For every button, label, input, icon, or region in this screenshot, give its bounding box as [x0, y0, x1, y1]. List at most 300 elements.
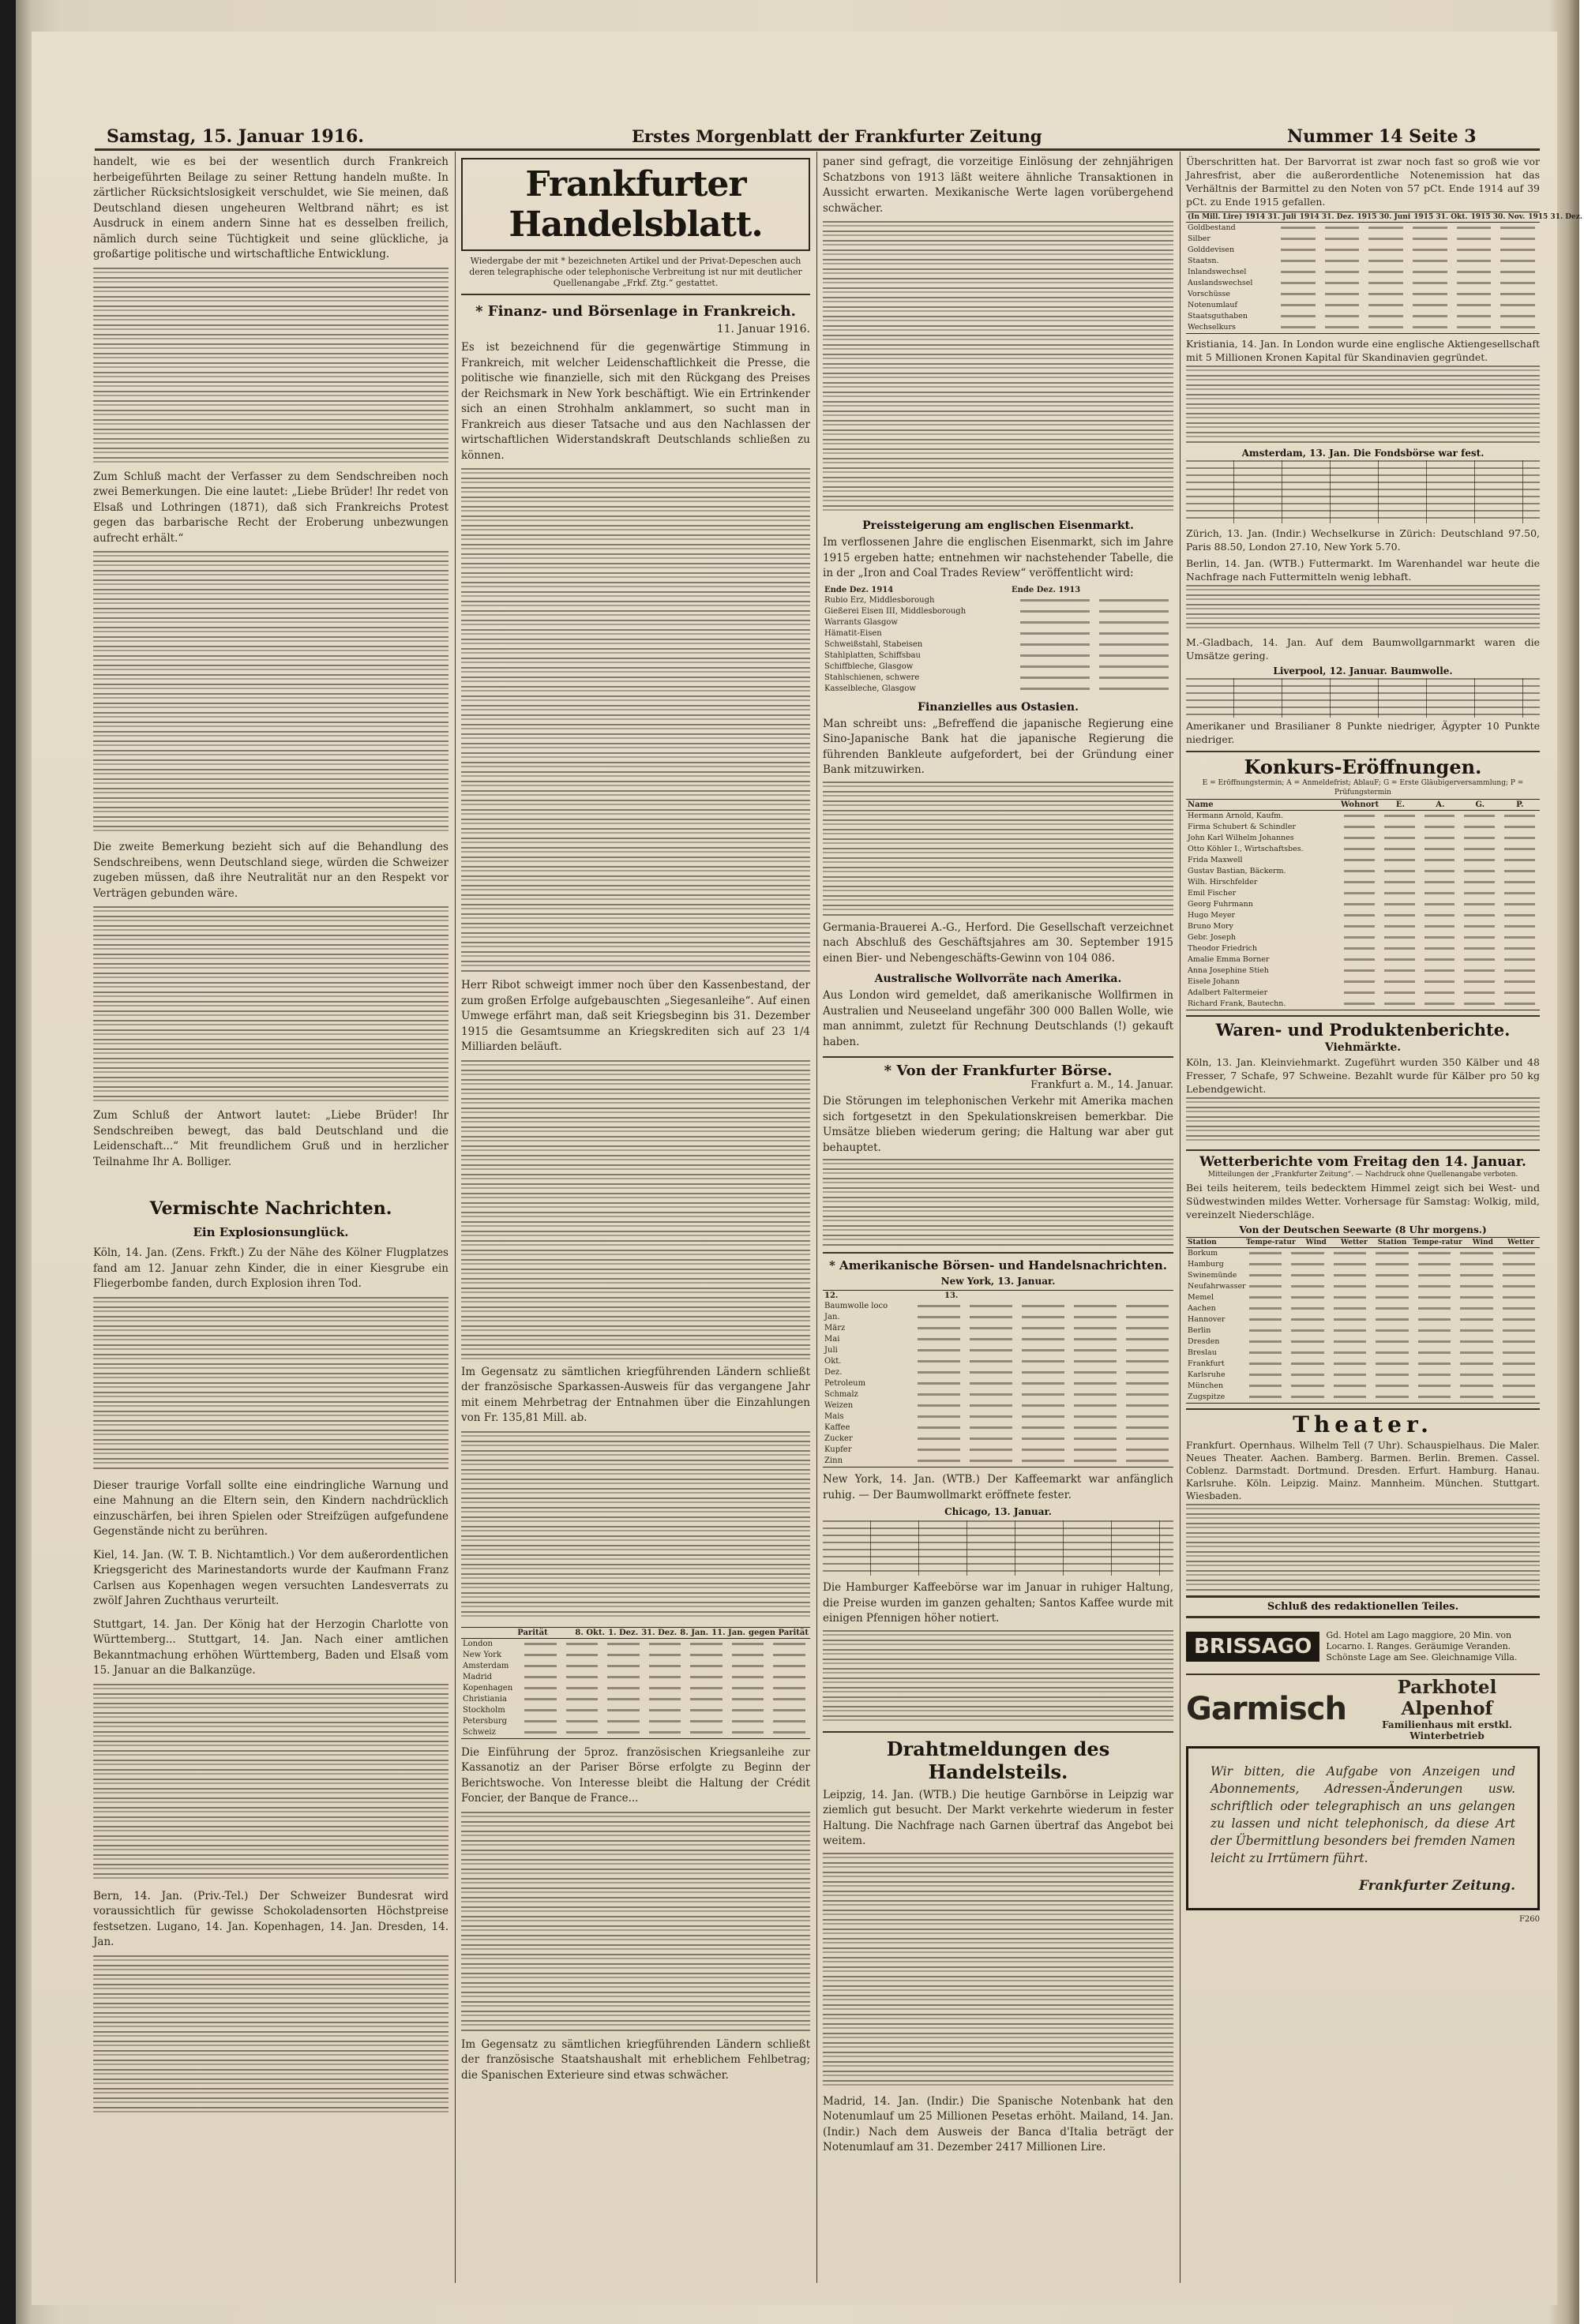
col4-rule-6 — [1186, 1616, 1540, 1618]
table-cell — [1074, 1393, 1117, 1396]
table-cell — [1368, 227, 1403, 229]
table-cell — [1424, 870, 1455, 872]
table-cell — [1334, 1396, 1366, 1398]
table-row — [461, 1727, 810, 1738]
table-cell — [1126, 1360, 1169, 1363]
table-row — [823, 1378, 1173, 1389]
table-cell — [970, 1371, 1012, 1374]
table-cell — [1384, 815, 1415, 817]
table-cell — [918, 1426, 960, 1429]
table-row — [461, 1694, 810, 1705]
seewarte-heading: Von der Deutschen Seewarte (8 Uhr morgens.) — [1239, 1224, 1487, 1235]
table-cell — [1022, 1449, 1064, 1451]
table-header-cell: 1. Dez. — [608, 1628, 639, 1637]
table-row — [461, 1716, 810, 1727]
table-cell — [1504, 881, 1535, 883]
table-cell — [1418, 1351, 1451, 1354]
table-row-label: Kasselbleche, Glasgow — [824, 684, 916, 693]
table-cell — [1418, 1329, 1451, 1332]
table-cell — [1460, 1296, 1492, 1299]
table-row — [823, 1456, 1173, 1467]
header-rule — [95, 148, 1540, 151]
table-cell — [1074, 1449, 1117, 1451]
exchange-rate-table — [461, 1627, 810, 1739]
table-cell — [970, 1327, 1012, 1329]
table-cell — [1464, 892, 1495, 894]
table-cell — [1291, 1363, 1323, 1365]
table-cell — [918, 1360, 960, 1363]
table-row-label: Schmalz — [824, 1390, 858, 1399]
col3-paragraph-7: Die Hamburger Kaffeebörse war im Januar in ruhiger Haltung, die Preise wurden im ganzen gehalten; Santos Kaffee wurde mit einigen Pfennigen höher notiert. — [823, 1581, 1173, 1625]
table-row-label: Hamburg — [1188, 1260, 1224, 1269]
table-header-cell: Tempe-ratur — [1413, 1239, 1462, 1246]
table-cell — [1464, 980, 1495, 983]
table-row-label: Wilh. Hirschfelder — [1188, 878, 1258, 886]
table-cell — [1291, 1329, 1323, 1332]
table-row — [823, 595, 1173, 606]
table-cell — [1503, 1385, 1535, 1387]
table-cell — [1074, 1415, 1117, 1418]
table-cell — [1325, 304, 1360, 306]
table-cell — [970, 1360, 1012, 1363]
table-cell — [918, 1327, 960, 1329]
table-cell — [1418, 1274, 1451, 1276]
wetter-subheading: Mitteilungen der „Frankfurter Zeitung“. — Nachdruck ohne Quellenangabe verboten. — [1207, 1171, 1518, 1179]
table-cell — [1344, 991, 1375, 994]
table-cell — [1334, 1340, 1366, 1343]
table-cell — [1424, 969, 1455, 972]
table-cell — [773, 1720, 805, 1722]
table-cell — [1500, 271, 1535, 273]
table-cell — [773, 1687, 805, 1689]
table-cell — [1334, 1329, 1366, 1332]
table-cell — [1413, 304, 1447, 306]
table-row-label: Adalbert Faltermeier — [1188, 988, 1268, 997]
table-cell — [1020, 677, 1090, 679]
col1-text-block-3 — [93, 906, 449, 1104]
vieh-heading: Viehmärkte. — [1324, 1041, 1402, 1054]
table-row-label: Firma Schubert & Schindler — [1188, 823, 1296, 831]
table-header-cell: Wetter — [1340, 1239, 1368, 1246]
table-cell — [732, 1731, 764, 1734]
table-row-label: Berlin — [1188, 1326, 1211, 1335]
table-row-label: Aachen — [1188, 1304, 1216, 1313]
table-row — [461, 1639, 810, 1650]
table-cell — [1424, 991, 1455, 994]
table-cell — [918, 1316, 960, 1318]
table-row — [823, 1411, 1173, 1423]
table-cell — [1418, 1285, 1451, 1288]
table-cell — [1504, 903, 1535, 905]
table-cell — [1126, 1438, 1169, 1440]
table-cell — [1281, 282, 1316, 284]
table-cell — [1413, 326, 1447, 328]
table-cell — [1325, 238, 1360, 240]
table-row-label: Christiania — [463, 1694, 507, 1704]
chicago-table — [823, 1520, 1173, 1576]
table-row-label: Okt. — [824, 1357, 842, 1366]
table-cell — [1503, 1374, 1535, 1376]
table-row-label: John Karl Wilhelm Johannes — [1188, 834, 1294, 842]
table-cell — [566, 1676, 599, 1678]
table-cell — [1249, 1385, 1282, 1387]
table-header-cell: Tempe-ratur — [1246, 1239, 1296, 1246]
col1-paragraph-5: Köln, 14. Jan. (Zens. Frkft.) Zu der Nähe des Kölner Flugplatzes fand am 12. Januar zehn Kinder, die in einer Kiesgrube ein Fliegerbombe fanden, durch Explosion ihren Tod. — [93, 1246, 449, 1290]
table-header-cell: 1915 30. Nov. — [1470, 213, 1526, 221]
table-cell — [607, 1709, 640, 1711]
col2-text-block-3 — [461, 1431, 810, 1621]
table-cell — [1500, 326, 1535, 328]
exchange-table-header — [461, 1628, 810, 1639]
american-table-header — [823, 1291, 1173, 1301]
table-cell — [1384, 914, 1415, 916]
col3-ny2: New York, 14. Jan. (WTB.) Der Kaffeemarkt war anfänglich ruhig. — Der Baumwollmarkt eröffnete fester. — [823, 1473, 1173, 1501]
table-row — [1186, 1348, 1540, 1359]
table-cell — [1368, 293, 1403, 295]
table-cell — [524, 1643, 557, 1645]
table-cell — [1376, 1318, 1408, 1321]
table-cell — [1368, 271, 1403, 273]
table-cell — [1099, 599, 1169, 602]
table-row-label: Hugo Meyer — [1188, 911, 1236, 920]
table-cell — [1291, 1285, 1323, 1288]
theater-text-block — [1186, 1504, 1540, 1591]
table-cell — [1022, 1371, 1064, 1374]
table-cell — [1503, 1307, 1535, 1310]
table-row — [1186, 300, 1540, 311]
table-cell — [1344, 881, 1375, 883]
table-row-label: Petersburg — [463, 1716, 508, 1726]
table-cell — [1020, 688, 1090, 690]
table-cell — [607, 1731, 640, 1734]
table-row — [1186, 1248, 1540, 1259]
brissago-ad — [1186, 1625, 1540, 1669]
table-row — [1186, 965, 1540, 976]
table-cell — [1074, 1426, 1117, 1429]
col1-text-block-2 — [93, 551, 449, 835]
table-cell — [1503, 1329, 1535, 1332]
table-row-label: Frankfurt — [1188, 1359, 1225, 1368]
table-cell — [649, 1643, 681, 1645]
table-row-label: Gießerei Eisen III, Middlesborough — [824, 606, 967, 616]
table-row-label: Staatsn. — [1188, 257, 1219, 265]
table-cell — [1291, 1263, 1323, 1265]
table-cell — [1504, 958, 1535, 961]
table-header-cell: 1914 31. Dez. — [1299, 213, 1354, 221]
table-cell — [1384, 947, 1415, 950]
table-row — [1186, 1336, 1540, 1348]
table-row-label: Kopenhagen — [463, 1683, 513, 1692]
table-cell — [1344, 1003, 1375, 1005]
table-row-label: Zinn — [824, 1456, 843, 1465]
table-cell — [1464, 991, 1495, 994]
table-cell — [1460, 1329, 1492, 1332]
table-cell — [1413, 238, 1447, 240]
table-cell — [1464, 947, 1495, 950]
table-row — [1186, 1259, 1540, 1270]
table-cell — [1460, 1318, 1492, 1321]
table-cell — [1344, 925, 1375, 928]
table-cell — [1384, 925, 1415, 928]
table-cell — [1281, 260, 1316, 262]
table-cell — [1020, 621, 1090, 624]
notice-text: Wir bitten, die Aufgabe von Anzeigen und Abonnements, Adressen-Änderungen usw. schriftlich oder telegraphisch an uns gelangen zu lassen und nicht telephonisch, da diese Art der Übermittlung besonders bei fremden Namen leicht zu Irrtümern führt. — [1211, 1764, 1515, 1865]
table-cell — [1334, 1307, 1366, 1310]
table-cell — [1500, 304, 1535, 306]
table-cell — [1460, 1385, 1492, 1387]
col2-paragraph-2: Herr Ribot schweigt immer noch über den Kassenbestand, der zum großen Erfolge aufgebauschten „Siegesanleihe“. Auf einen Umwege erfährt man, daß seit Kriegsbeginn bis 31. Dezember 1915 die Gesamtsumme an Kriegskrediten sich auf 23 1/4 Milliarden beläuft. — [461, 979, 810, 1053]
table-row — [1186, 1292, 1540, 1303]
table-cell — [1325, 227, 1360, 229]
table-row — [1186, 866, 1540, 877]
table-cell — [1291, 1396, 1323, 1398]
table-cell — [1099, 621, 1169, 624]
table-row-label: Gebr. Joseph — [1188, 933, 1237, 942]
col3-text-block-1 — [823, 221, 1173, 513]
table-cell — [1504, 837, 1535, 839]
table-row-label: Hannover — [1188, 1315, 1226, 1324]
table-cell — [1344, 914, 1375, 916]
table-cell — [773, 1676, 805, 1678]
konkurs-table-body — [1186, 811, 1540, 1010]
table-row-label: Amsterdam — [463, 1661, 509, 1670]
col3-text-block-4 — [823, 1630, 1173, 1725]
table-row-label: Dez. — [824, 1368, 843, 1377]
table-cell — [690, 1665, 723, 1667]
table-cell — [1074, 1460, 1117, 1462]
table-row-label: Kupfer — [824, 1445, 852, 1454]
table-cell — [524, 1654, 557, 1656]
table-cell — [1249, 1263, 1282, 1265]
table-cell — [1325, 315, 1360, 317]
garmisch-name: Garmisch — [1186, 1691, 1346, 1727]
table-row — [823, 628, 1173, 639]
col2-rule — [461, 294, 810, 295]
table-cell — [1074, 1316, 1117, 1318]
column-2 — [461, 155, 810, 2278]
table-cell — [1384, 892, 1415, 894]
table-cell — [1376, 1374, 1408, 1376]
table-cell — [1249, 1329, 1282, 1332]
table-cell — [1457, 304, 1492, 306]
column-rule-2 — [816, 152, 817, 2283]
table-cell — [918, 1415, 960, 1418]
col2-text-block-4 — [461, 1812, 810, 2033]
column-4 — [1186, 155, 1582, 2278]
table-cell — [1368, 326, 1403, 328]
table-cell — [1020, 610, 1090, 613]
table-header-cell: 11. Jan. — [711, 1628, 746, 1637]
liverpool-table — [1186, 678, 1540, 718]
table-row — [1186, 822, 1540, 833]
footer-code: F260 — [1518, 1915, 1540, 1924]
table-cell — [649, 1654, 681, 1656]
table-cell — [1022, 1438, 1064, 1440]
table-cell — [1384, 958, 1415, 961]
table-row-label: Borkum — [1188, 1249, 1218, 1258]
table-cell — [1126, 1393, 1169, 1396]
table-cell — [1344, 848, 1375, 850]
table-cell — [1344, 947, 1375, 950]
table-row-label: Notenumlauf — [1188, 301, 1238, 309]
table-cell — [1022, 1460, 1064, 1462]
table-cell — [1126, 1382, 1169, 1385]
table-header-cell: Name — [1188, 800, 1214, 809]
table-cell — [1022, 1349, 1064, 1351]
col4-rule-5 — [1186, 1595, 1540, 1598]
table-cell — [1334, 1285, 1366, 1288]
table-cell — [1022, 1360, 1064, 1363]
table-cell — [773, 1698, 805, 1700]
table-cell — [1504, 936, 1535, 939]
table-cell — [1022, 1393, 1064, 1396]
table-cell — [566, 1687, 599, 1689]
table-cell — [1424, 958, 1455, 961]
table-cell — [649, 1676, 681, 1678]
table-cell — [1418, 1374, 1451, 1376]
table-cell — [1126, 1327, 1169, 1329]
reprint-note: Wiedergabe der mit * bezeichneten Artikel und der Privat-Depeschen auch deren telegraphische oder telephonische Verbreitung ist nur mit deutlicher Quellenangabe „Frkf. Ztg.“ gestattet. — [469, 256, 802, 288]
table-cell — [1384, 1003, 1415, 1005]
table-row — [1186, 999, 1540, 1010]
table-cell — [918, 1349, 960, 1351]
table-cell — [1464, 925, 1495, 928]
theater-heading: Theater. — [1293, 1411, 1433, 1438]
table-header-cell: Wind — [1305, 1239, 1327, 1246]
col3-chicago-dateline: Chicago, 13. Januar. — [944, 1506, 1052, 1517]
table-cell — [1464, 1003, 1495, 1005]
table-cell — [1126, 1460, 1169, 1462]
col3-heading-wolle: Australische Wollvorräte nach Amerika. — [874, 973, 1122, 985]
konkurs-table — [1186, 799, 1540, 1010]
table-row-label: Hämatit-Eisen — [824, 628, 882, 638]
table-cell — [918, 1371, 960, 1374]
table-row — [1186, 289, 1540, 300]
table-cell — [1464, 826, 1495, 828]
table-row — [1186, 1314, 1540, 1325]
table-cell — [1384, 859, 1415, 861]
col1-paragraph-7: Kiel, 14. Jan. (W. T. B. Nichtamtlich.) Vor dem außerordentlichen Kriegsgericht des Marinestandorts wurde der Kaufmann Franz Carlsen aus Kopenhagen wegen versuchten Landesverrats zu zwölf Jahren Zuchthaus verurteilt. — [93, 1548, 449, 1607]
table-cell — [1291, 1318, 1323, 1321]
table-cell — [1344, 936, 1375, 939]
table-cell — [607, 1676, 640, 1678]
table-cell — [1325, 293, 1360, 295]
table-cell — [607, 1698, 640, 1700]
table-row — [1186, 1281, 1540, 1292]
table-cell — [607, 1720, 640, 1722]
col2-text-block-2 — [461, 1060, 810, 1360]
table-cell — [970, 1415, 1012, 1418]
table-cell — [1281, 315, 1316, 317]
table-cell — [1418, 1307, 1451, 1310]
table-row-label: Schweißstahl, Stabeisen — [824, 639, 923, 649]
table-cell — [1504, 969, 1535, 972]
table-cell — [773, 1665, 805, 1667]
table-row — [823, 606, 1173, 617]
col2-paragraph-5: Im Gegensatz zu sämtlichen kriegführenden Ländern schließt der französische Staatshaushalt mit erheblichem Fehlbetrag; die Spanischen Exterieure sind etwas schwächer. — [461, 2037, 810, 2082]
table-row-label: Swinemünde — [1188, 1271, 1237, 1280]
col1-text-block-6 — [93, 1955, 449, 2113]
table-cell — [1249, 1374, 1282, 1376]
table-cell — [1281, 293, 1316, 295]
table-row — [1186, 877, 1540, 888]
table-row — [823, 684, 1173, 695]
table-cell — [1249, 1396, 1282, 1398]
table-row — [461, 1661, 810, 1672]
table-row-label: Breslau — [1188, 1348, 1217, 1357]
table-row-label: Stahlschienen, schwere — [824, 673, 920, 682]
table-row — [461, 1672, 810, 1683]
table-cell — [1074, 1371, 1117, 1374]
col4-paragraph-4: Amerikaner und Brasilianer 8 Punkte niedriger, Ägypter 10 Punkte niedriger. — [1186, 720, 1540, 745]
table-cell — [1384, 870, 1415, 872]
table-row-label: Georg Fuhrmann — [1188, 900, 1253, 909]
column-1 — [93, 155, 449, 2278]
col1-section-heading: Vermischte Nachrichten. — [149, 1198, 392, 1219]
konkurs-legend: E = Eröffnungstermin; A = Anmeldefrist; AblauF; G = Erste Gläubigerversammlung; P = Prüfungstermin — [1202, 779, 1524, 797]
table-cell — [1099, 688, 1169, 690]
table-cell — [1291, 1385, 1323, 1387]
col1-text-block-4 — [93, 1297, 449, 1471]
table-row — [1186, 1392, 1540, 1403]
table-cell — [1504, 980, 1535, 983]
table-cell — [1291, 1307, 1323, 1310]
table-cell — [1457, 249, 1492, 251]
amsterdam-table — [1186, 460, 1540, 523]
brissago-text: Gd. Hotel am Lago maggiore, 20 Min. von Locarno. I. Ranges. Geräumige Veranden. Schönste Lage am See. Gleichnamige Villa. — [1326, 1630, 1518, 1662]
table-row — [1186, 833, 1540, 844]
table-cell — [1344, 969, 1375, 972]
table-row — [1186, 1370, 1540, 1381]
col4-paragraph-3: Zürich, 13. Jan. (Indir.) Wechselkurse in Zürich: Deutschland 97.50, Paris 88.50, London 27.10, New York 5.70. — [1186, 527, 1540, 553]
table-cell — [1500, 238, 1535, 240]
table-row — [1186, 267, 1540, 278]
table-cell — [1504, 1003, 1535, 1005]
american-table-body — [823, 1301, 1173, 1467]
table-cell — [1424, 892, 1455, 894]
table-cell — [1368, 315, 1403, 317]
table-cell — [1464, 815, 1495, 817]
table-header-cell: E. — [1395, 800, 1405, 809]
col3-paragraph-3: Man schreibt uns: „Befreffend die japanische Regierung eine Sino-Japanische Bank hat die japanische Regierung die führenden Bankleute aufgefordert, bei der Gründung einer Bank mitzuwirken. — [823, 717, 1173, 776]
table-cell — [1413, 227, 1447, 229]
table-cell — [1464, 859, 1495, 861]
table-header-cell: G. — [1475, 800, 1485, 809]
table-cell — [1334, 1374, 1366, 1376]
table-cell — [1376, 1263, 1408, 1265]
table-cell — [1291, 1252, 1323, 1254]
table-cell — [970, 1349, 1012, 1351]
table-row-label: Stockholm — [463, 1705, 505, 1715]
table-cell — [1334, 1263, 1366, 1265]
table-cell — [1126, 1338, 1169, 1340]
table-cell — [1099, 643, 1169, 646]
col1-subheading: Ein Explosionsunglück. — [193, 1225, 349, 1239]
konkurs-table-header — [1186, 800, 1540, 811]
table-cell — [1503, 1351, 1535, 1354]
col4-paragraph-5: Köln, 13. Jan. Kleinviehmarkt. Zugeführt wurden 350 Kälber und 48 Fresser, 7 Schafe, 97 Schweine. Bezahlt wurde für Kälber pro 50 kg Lebendgewicht. — [1186, 1056, 1540, 1095]
table-cell — [607, 1687, 640, 1689]
col3-paragraph-8: Leipzig, 14. Jan. (WTB.) Die heutige Garnbörse in Leipzig war ziemlich gut besucht. Der Markt verkehrte wiederum in fester Haltung. Die Nachfrage nach Garnen übertraf das Angebot bei weitem. — [823, 1788, 1173, 1847]
table-row-label: New York — [463, 1650, 501, 1659]
table-cell — [970, 1460, 1012, 1462]
table-cell — [690, 1731, 723, 1734]
table-cell — [1020, 599, 1090, 602]
table-cell — [970, 1316, 1012, 1318]
table-row — [461, 1650, 810, 1661]
table-cell — [970, 1404, 1012, 1407]
col2-article-title: * Finanz- und Börsenlage in Frankreich. — [475, 303, 796, 320]
